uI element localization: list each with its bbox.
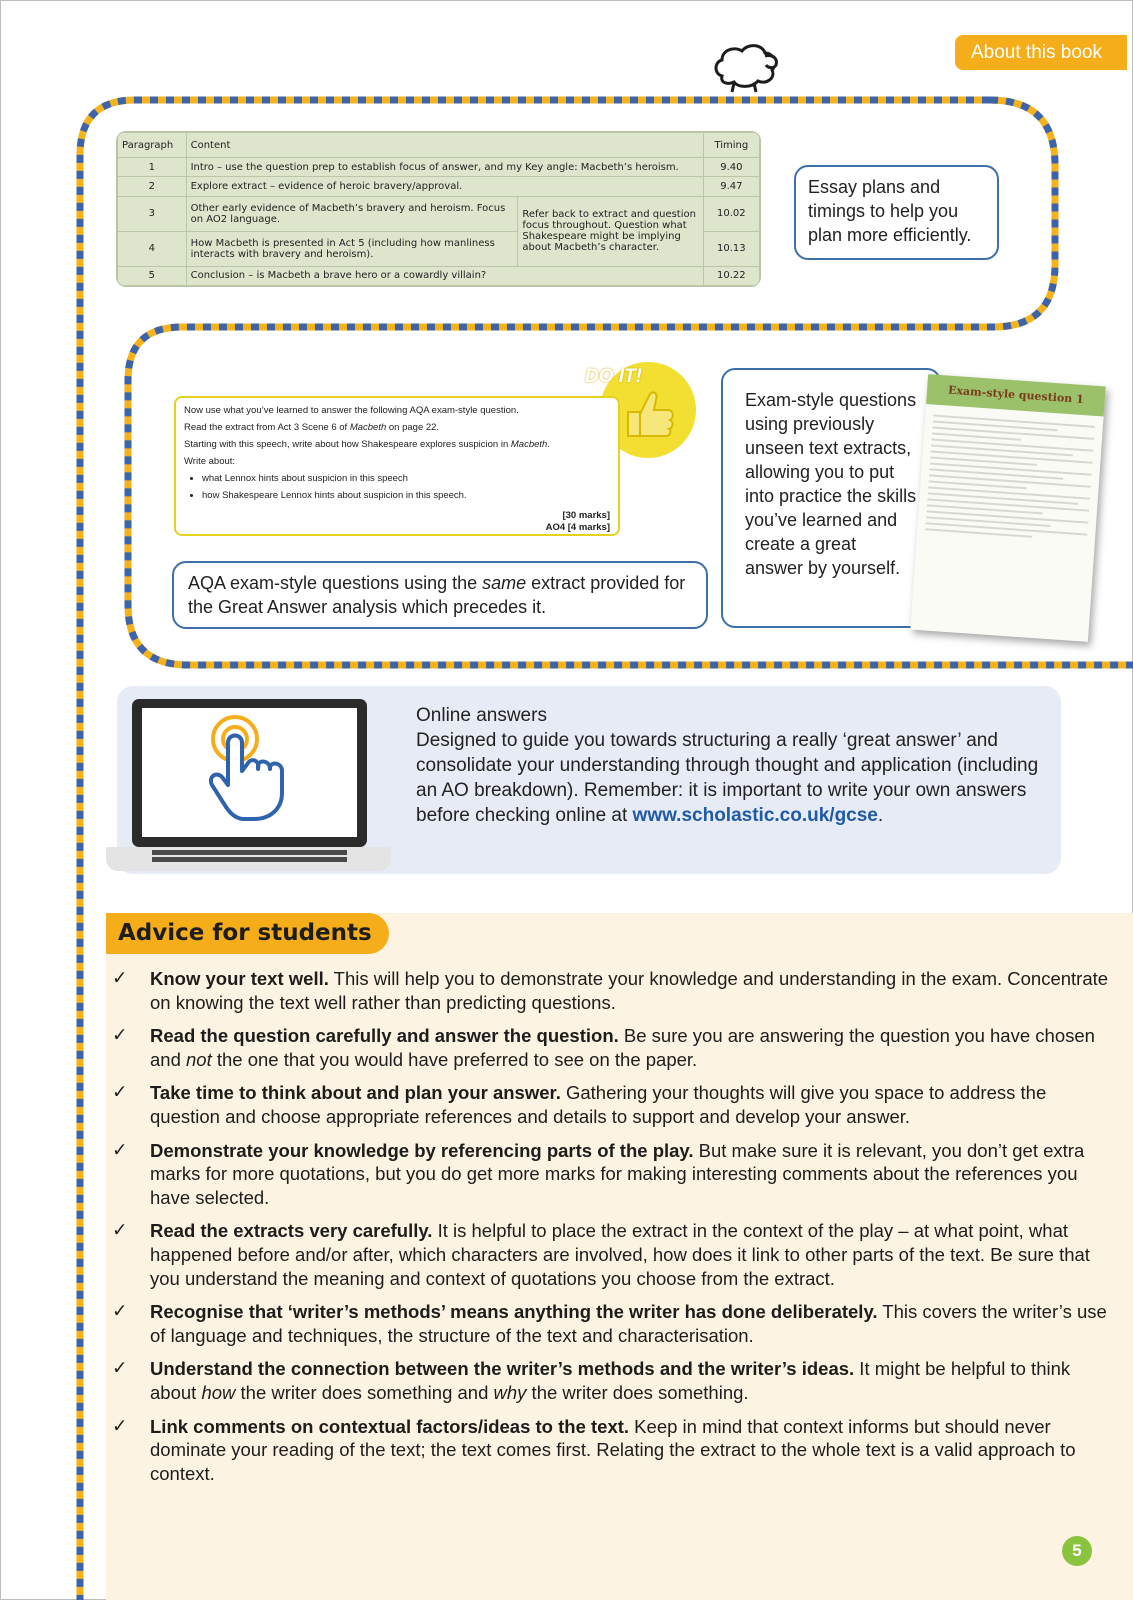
section-tab: About this book [955, 35, 1127, 70]
table-cell: 2 [118, 177, 187, 196]
table-cell: 3 [118, 196, 187, 231]
list-item: ✓ Know your text well. This will help you to demonstrate your knowledge and understanding in the exam. Concentrate on knowing the text well rather than predicting questions. [112, 968, 1109, 1013]
table-cell: 10.22 [703, 266, 759, 286]
aqa-callout: AQA exam-style questions using the same extract provided for the Great Answer analysis which precedes it. [172, 561, 708, 629]
page-number: 5 [1062, 1536, 1092, 1566]
advice-list [112, 967, 1112, 1495]
tick-icon: ✓ [112, 1082, 128, 1104]
table-cell: 9.40 [703, 158, 759, 177]
tick-icon: ✓ [112, 1358, 128, 1380]
thumbs-up-icon [620, 384, 680, 444]
list-item: ✓ Read the question carefully and answer the question. Be sure you are answering the question you have chosen and not the one that you would have preferred to see on the paper. [112, 1025, 1095, 1070]
exam-question-box [174, 396, 620, 536]
question-line: Now use what you’ve learned to answer the following AQA exam-style question. [184, 405, 519, 416]
list-item: ✓ Demonstrate your knowledge by referencing parts of the play. But make sure it is relevant, you don’t get extra marks for more quotations, but you do get more marks for making interesting comments about the references you have selected. [112, 1139, 1085, 1208]
keyboard-icon [152, 850, 347, 864]
online-answers-text [416, 703, 1046, 828]
tick-icon: ✓ [112, 1220, 128, 1242]
table-cell: 5 [118, 266, 187, 286]
table-cell: 10.02 [703, 196, 759, 231]
sheep-icon [712, 38, 778, 94]
list-item: ✓ Recognise that ‘writer’s methods’ means anything the writer has done deliberately. This covers the writer’s use of language and techniques, the structure of the text and characterisation. [112, 1301, 1107, 1346]
table-cell: 1 [118, 158, 187, 177]
worksheet-title: Exam-style question 1 [926, 374, 1106, 416]
table-cell: Explore extract – evidence of heroic bravery/approval. [186, 177, 703, 196]
tick-icon: ✓ [112, 1139, 128, 1161]
list-item: • how Shakespeare Lennox hints about suspicion in this speech. [202, 487, 610, 504]
tick-icon: ✓ [112, 1415, 128, 1437]
table-cell: 10.13 [703, 231, 759, 266]
online-title: Online answers [416, 705, 547, 726]
list-item: • what Lennox hints about suspicion in this speech [202, 470, 610, 487]
table-cell: How Macbeth is presented in Act 5 (including how manliness interacts with bravery and heroism). [186, 231, 518, 266]
marks: [30 marks] AO4 [4 marks] [545, 510, 610, 533]
list-item: ✓ Take time to think about and plan your answer. Gathering your thoughts will give you space to address the question and choose appropriate references and details to support and develop your answer. [112, 1082, 1047, 1127]
tick-icon: ✓ [112, 1301, 128, 1323]
list-item: ✓ Link comments on contextual factors/ideas to the text. Keep in mind that context informs but should never dominate your reading of the text; the text comes first. Relating the extract to the whole text is a valid approach to context. [112, 1415, 1076, 1484]
table-header: Content [186, 133, 703, 158]
touch-hand-icon [208, 713, 308, 825]
do-it-label: DO IT! [585, 366, 642, 387]
exam-style-callout: Exam-style questions using previously unseen text extracts, allowing you to put into practice the skills you’ve learned and create a great answer by yourself. [721, 368, 941, 628]
table-cell: 9.47 [703, 177, 759, 196]
list-item: ✓ Read the extracts very carefully. It is helpful to place the extract in the context of the play – at what point, what happened before and/or after, which characters are involved, how does it link to other parts of the text. Be sure that you understand the meaning and context of quotations you choose from the extract. [112, 1220, 1090, 1289]
worksheet-image [910, 374, 1105, 642]
advice-title: Advice for students [106, 913, 389, 954]
question-line: Starting with this speech, write about how Shakespeare explores suspicion in Macbeth. [184, 439, 550, 450]
table-side-note: Refer back to extract and question focus throughout. Question what Shakespeare might be implying about Macbeth’s character. [518, 196, 703, 266]
question-line: Read the extract from Act 3 Scene 6 of Macbeth on page 22. [184, 422, 440, 433]
tick-icon: ✓ [112, 968, 128, 989]
online-body: Designed to guide you towards structuring a really ‘great answer’ and consolidate your understanding through thought and application (including an AO breakdown). Remember: it is important to write your own answers before checking online at www.scholastic.co.uk/gcse. [416, 730, 1039, 826]
essay-plan-table [116, 131, 761, 287]
table-header: Paragraph [118, 133, 187, 158]
list-item: ✓ Understand the connection between the writer’s methods and the writer’s ideas. It might be helpful to think about how the writer does something and why the writer does something. [112, 1358, 1071, 1403]
question-line: Write about: [184, 456, 236, 467]
table-cell: 4 [118, 231, 187, 266]
table-cell: Intro – use the question prep to establish focus of answer, and my Key angle: Macbeth’s heroism. [186, 158, 703, 177]
table-cell: Conclusion – is Macbeth a brave hero or a cowardly villain? [186, 266, 703, 286]
essay-plans-callout: Essay plans and timings to help you plan more efficiently. [794, 165, 999, 260]
tick-icon: ✓ [112, 1025, 128, 1047]
scholastic-link[interactable]: www.scholastic.co.uk/gcse [632, 805, 878, 826]
table-header: Timing [703, 133, 759, 158]
question-bullets [184, 470, 610, 504]
table-cell: Other early evidence of Macbeth’s bravery and heroism. Focus on AO2 language. [186, 196, 518, 231]
